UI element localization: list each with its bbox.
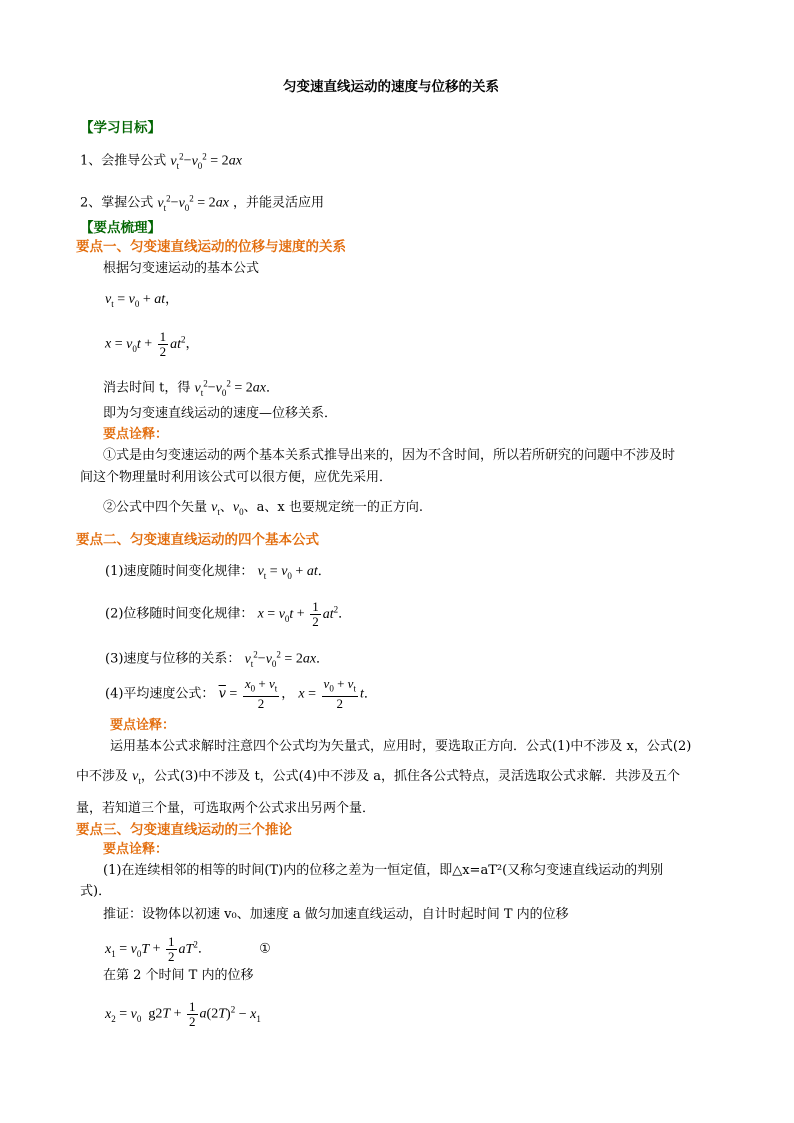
equation-number-1: ① (259, 941, 271, 957)
point2-header: 要点二、匀变速直线运动的四个基本公式 (76, 532, 319, 548)
proof-formula-x1: $x_1 = v_0T$ + $\frac{1}{2}$ $aT^2$． ① (105, 933, 271, 964)
point1-eliminate: 消去时间 t，得 $v_t^2-v_0^2 = 2ax$． (103, 378, 279, 398)
point2-formula-3: (3)速度与位移的关系： $v_t^2-v_0^2 = 2ax$． (105, 649, 330, 669)
point1-note-label: 要点诠释： (103, 427, 169, 442)
point3-note-label: 要点诠释： (103, 842, 169, 857)
point2-note-line3: 量，若知道三个量，可选取两个公式求出另两个量． (76, 801, 376, 816)
formula-displacement: $x = v_0t$ + $\frac{1}{2}$ $at^2$， (105, 328, 199, 359)
point1-note1-line1: ①式是由匀变速运动的两个基本关系式推导出来的，因为不含时间，所以若所研究的问题中不涉及时 (103, 448, 676, 463)
point1-note2: ②公式中四个矢量 $v_t$、$v_0$、a、x 也要规定统一的正方向. (103, 500, 423, 517)
point3-second: 在第 2 个时间 T 内的位移 (103, 968, 254, 983)
point2-note-line2: 中不涉及 $v_t$，公式(3)中不涉及 t，公式(4)中不涉及 a，抓住各公式特点，灵活选取公式求解．共涉及五个 (76, 769, 680, 786)
point2-formula-2: (2)位移随时间变化规律： $x = v_0t$ + $\frac{1}{2}$ $at^2$． (105, 598, 352, 629)
point1-note1-line2: 间这个物理量时利用该公式可以很方便，应优先采用． (80, 470, 393, 485)
objective-item-2: 2、掌握公式 $v_t^2-v_0^2 = 2ax$ ，并能灵活应用 (80, 193, 325, 213)
point2-note-label: 要点诠释： (110, 718, 176, 733)
point2-formula-1: (1)速度随时间变化规律： $v_t = v_0$ + at． (105, 564, 331, 581)
point2-note-line1: 运用基本公式求解时注意四个公式均为矢量式，应用时，要选取正方向．公式(1)中不涉及 x，公式(2) (110, 739, 692, 754)
objective-2-suffix: ，并能灵活应用 (233, 195, 325, 211)
objectives-header: 【学习目标】 (80, 120, 161, 136)
point1-conclusion: 即为匀变速直线运动的速度—位移关系． (103, 406, 338, 421)
point3-item1-line1: (1)在连续相邻的相等的时间(T)内的位移之差为一恒定值，即△x=aT²(又称匀变速直线运动的判别 (103, 863, 664, 878)
objective-1-text: 1、会推导公式 (80, 153, 167, 169)
proof-formula-x2: $x_2 = v_0$ g2T + $\frac{1}{2}$ $a(2T)^2 - x_1$ (105, 998, 261, 1029)
point3-header: 要点三、匀变速直线运动的三个推论 (76, 822, 292, 838)
point3-item1-line2: 式)． (80, 884, 112, 899)
point1-intro: 根据匀变速运动的基本公式 (103, 261, 260, 276)
page-title: 匀变速直线运动的速度与位移的关系 (283, 79, 499, 95)
objective-item-1: 1、会推导公式 $v_t^2-v_0^2 = 2ax$ (80, 151, 242, 171)
point1-header: 要点一、匀变速直线运动的位移与速度的关系 (76, 239, 346, 255)
point3-proof: 推证：设物体以初速 v₀、加速度 a 做匀加速直线运动，自计时起时间 T 内的位移 (103, 907, 569, 922)
review-header: 【要点梳理】 (80, 220, 161, 236)
objective-2-text: 2、掌握公式 (80, 195, 154, 211)
point2-formula-4: (4)平均速度公式： $\overline{v}$ = $\frac{x_0 + v_t}{2}$ ， x = $\frac{v_0 + v_t}{2}$ t． (105, 676, 377, 711)
formula-velocity: $v_t = v_0$ + at， (105, 292, 179, 309)
